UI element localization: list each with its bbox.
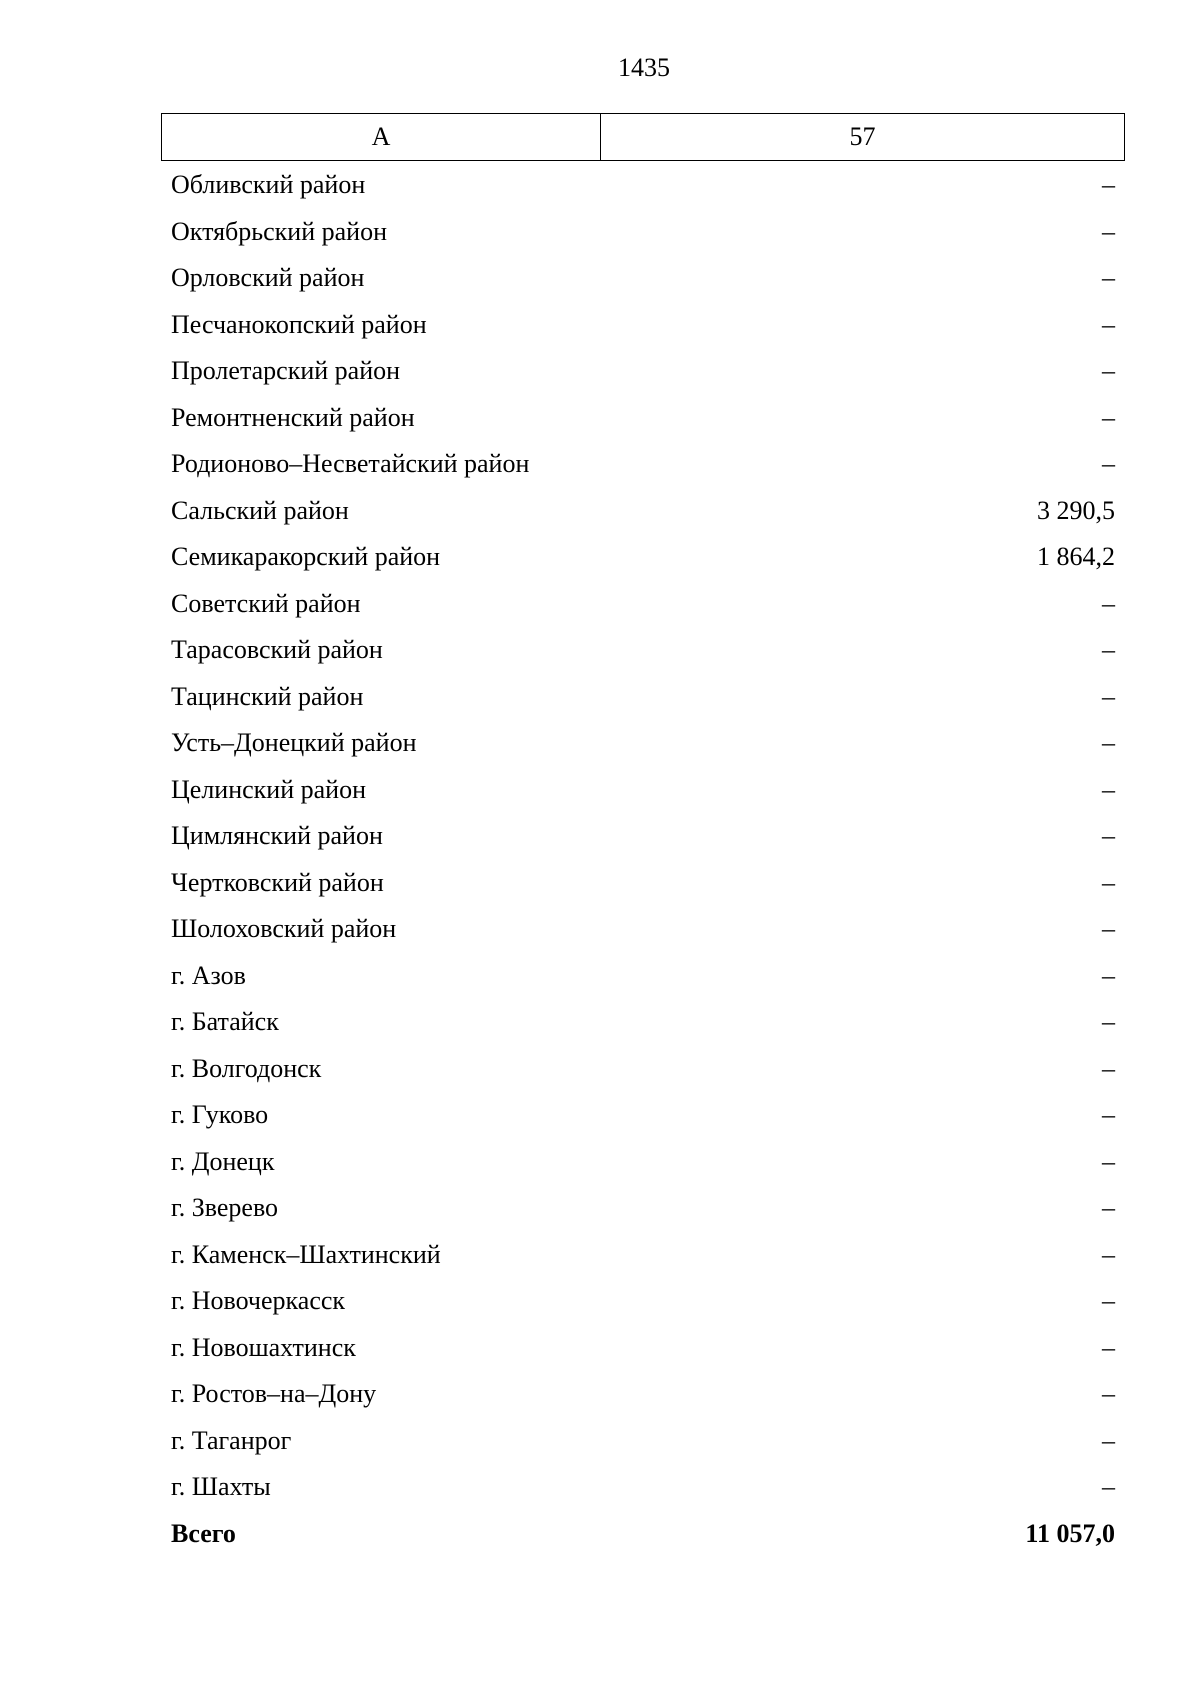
row-label: Сальский район	[171, 495, 349, 525]
table-row	[171, 209, 1115, 256]
table-row	[171, 488, 1115, 535]
row-value: –	[1102, 960, 1115, 990]
table-row	[171, 162, 1115, 209]
row-label: Целинский район	[171, 774, 366, 804]
row-value: –	[1102, 1379, 1115, 1409]
table-row	[171, 534, 1115, 581]
row-value: –	[1102, 216, 1115, 246]
table-row	[171, 441, 1115, 488]
table-row	[171, 395, 1115, 442]
table-row	[171, 674, 1115, 721]
row-value: –	[1102, 170, 1115, 200]
row-value: –	[1102, 914, 1115, 944]
row-label: г. Азов	[171, 960, 246, 990]
row-value: –	[1102, 588, 1115, 618]
row-label: Усть–Донецкий район	[171, 728, 417, 758]
row-label: Семикаракорский район	[171, 542, 441, 572]
row-label: г. Волгодонск	[171, 1053, 322, 1083]
row-value: 1 864,2	[1037, 542, 1115, 572]
row-value: –	[1102, 867, 1115, 897]
row-value: –	[1102, 1007, 1115, 1037]
table-row	[171, 1046, 1115, 1093]
table-row	[171, 1325, 1115, 1372]
table-row	[171, 1418, 1115, 1465]
table-row	[171, 767, 1115, 814]
row-value: –	[1102, 356, 1115, 386]
table-row	[171, 255, 1115, 302]
header-cell-a: А	[162, 114, 601, 160]
row-label: Пролетарский район	[171, 356, 401, 386]
row-label: г. Каменск–Шахтинский	[171, 1239, 441, 1269]
row-value: –	[1102, 1286, 1115, 1316]
row-label: Родионово–Несветайский район	[171, 449, 530, 479]
row-label: г. Донецк	[171, 1146, 275, 1176]
table-row	[171, 627, 1115, 674]
row-label: г. Батайск	[171, 1007, 279, 1037]
page-number: 1435	[618, 53, 670, 82]
row-value: –	[1102, 1193, 1115, 1223]
row-label: Шолоховский район	[171, 914, 397, 944]
row-label: Обливский район	[171, 170, 366, 200]
row-value: –	[1102, 681, 1115, 711]
table-row	[171, 953, 1115, 1000]
row-value: –	[1102, 635, 1115, 665]
total-label: Всего	[171, 1518, 236, 1548]
table-body	[171, 162, 1115, 1557]
table-row	[171, 860, 1115, 907]
row-label: г. Таганрог	[171, 1425, 292, 1455]
row-value: –	[1102, 263, 1115, 293]
row-label: г. Ростов–на–Дону	[171, 1379, 377, 1409]
table-row-total	[171, 1511, 1115, 1558]
table-row	[171, 1464, 1115, 1511]
row-label: г. Новочеркасск	[171, 1286, 346, 1316]
row-label: г. Гуково	[171, 1100, 269, 1130]
table-row	[171, 581, 1115, 628]
row-value: –	[1102, 728, 1115, 758]
row-value: –	[1102, 1146, 1115, 1176]
row-value: –	[1102, 309, 1115, 339]
row-label: Советский район	[171, 588, 361, 618]
row-label: Тарасовский район	[171, 635, 383, 665]
header-cell-57: 57	[849, 122, 876, 151]
row-value: –	[1102, 1332, 1115, 1362]
total-value: 11 057,0	[1025, 1518, 1115, 1548]
row-value: –	[1102, 821, 1115, 851]
row-label: Ремонтненский район	[171, 402, 415, 432]
row-value: –	[1102, 1100, 1115, 1130]
row-label: Орловский район	[171, 263, 365, 293]
row-value: –	[1102, 1239, 1115, 1269]
table-row	[171, 906, 1115, 953]
table-row	[171, 720, 1115, 767]
row-value: –	[1102, 774, 1115, 804]
table-row	[171, 1092, 1115, 1139]
table-row	[171, 302, 1115, 349]
table-row	[171, 1185, 1115, 1232]
table-row	[171, 1139, 1115, 1186]
row-value: –	[1102, 449, 1115, 479]
row-value: –	[1102, 402, 1115, 432]
row-label: г. Шахты	[171, 1472, 271, 1502]
row-label: Тацинский район	[171, 681, 364, 711]
row-label: Октябрьский район	[171, 216, 387, 246]
table-row	[171, 1278, 1115, 1325]
table-row	[171, 1232, 1115, 1279]
table-row	[171, 1371, 1115, 1418]
row-label: Цимлянский район	[171, 821, 383, 851]
table-header	[161, 113, 1125, 161]
row-value: –	[1102, 1053, 1115, 1083]
row-label: Чертковский район	[171, 867, 384, 897]
row-label: г. Зверево	[171, 1193, 279, 1223]
row-value: –	[1102, 1425, 1115, 1455]
table-row	[171, 999, 1115, 1046]
row-value: –	[1102, 1472, 1115, 1502]
row-label: г. Новошахтинск	[171, 1332, 356, 1362]
row-label: Песчанокопский район	[171, 309, 427, 339]
table-row	[171, 813, 1115, 860]
table-row	[171, 348, 1115, 395]
row-value: 3 290,5	[1037, 495, 1115, 525]
